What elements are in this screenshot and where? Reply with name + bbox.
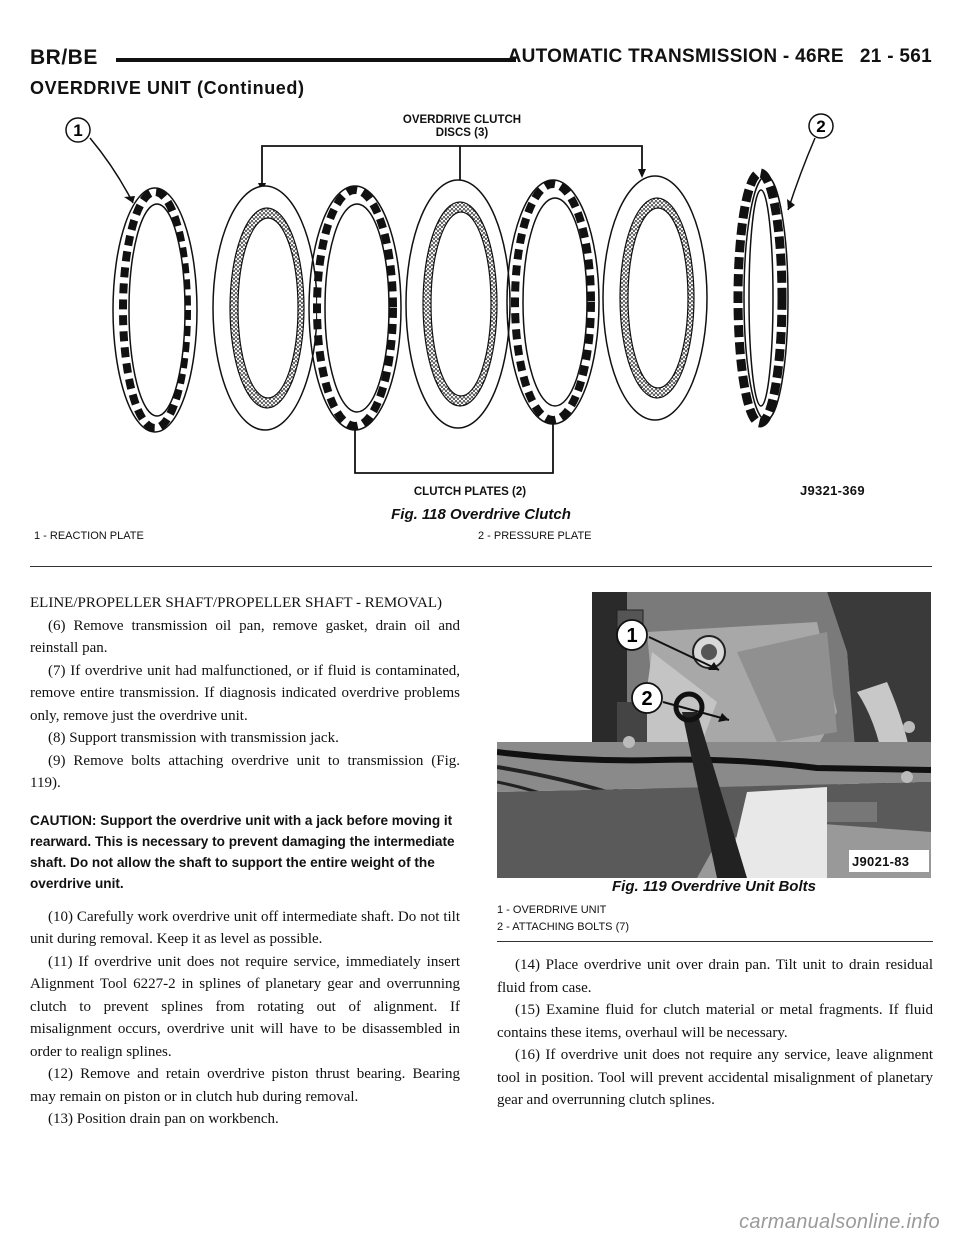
header-rule <box>116 58 516 62</box>
section-divider <box>30 566 932 567</box>
clutch-disc-ring-2 <box>406 180 510 428</box>
step-8: (8) Support transmission with transmission jack. <box>48 730 339 746</box>
step-7: (7) If overdrive unit had malfunctioned, or if fluid is contaminated, remove entire transmission. If diagnosis indicated overdrive problems only, remove just the overdrive unit. <box>30 662 460 724</box>
marker-1: 1 <box>73 121 83 140</box>
legend-overdrive-unit: 1 - OVERDRIVE UNIT <box>497 904 607 916</box>
marker-1: 1 <box>626 625 638 647</box>
section-title: OVERDRIVE UNIT (Continued) <box>30 78 305 98</box>
reaction-plate-ring <box>113 188 197 432</box>
clutch-plate-ring-2 <box>507 180 599 424</box>
step-9: (9) Remove bolts attaching overdrive unit to transmission (Fig. 119). <box>30 752 460 791</box>
page-number: 21 - 561 <box>859 46 932 67</box>
footer-watermark: carmanualsonline.info <box>739 1211 940 1233</box>
step-6: (6) Remove transmission oil pan, remove gasket, drain oil and reinstall pan. <box>30 617 460 656</box>
clutch-illustration <box>30 108 932 508</box>
marker-2: 2 <box>816 117 826 136</box>
figure-119-divider <box>497 941 933 942</box>
step-14: (14) Place overdrive unit over drain pan. Tilt unit to drain residual fluid from case. <box>497 957 933 996</box>
step-16: (16) If overdrive unit does not require any service, leave alignment tool in position. Tool will prevent accidental misalignment of planetary gear and overrunning clutch splines. <box>497 1047 933 1108</box>
marker-2: 2 <box>641 688 653 710</box>
step-10: (10) Carefully work overdrive unit off intermediate shaft. Do not tilt unit during removal. Keep it as level as possible. <box>30 908 460 947</box>
figure-119-caption: Fig. 119 Overdrive Unit Bolts <box>612 878 816 895</box>
legend-attaching-bolts: 2 - ATTACHING BOLTS (7) <box>497 921 630 933</box>
header-chapter: AUTOMATIC TRANSMISSION - 46RE <box>507 46 844 67</box>
step-12: (12) Remove and retain overdrive piston thrust bearing. Bearing may remain on piston or in clutch hub during removal. <box>30 1066 460 1105</box>
step-15: (15) Examine fluid for clutch material or metal fragments. If fluid contains these items, overhaul will be necessary. <box>497 1002 933 1041</box>
header-model: BR/BE <box>30 46 98 69</box>
step-13: (13) Position drain pan on workbench. <box>48 1111 279 1127</box>
callout-clutch-plates: CLUTCH PLATES (2) <box>413 486 527 498</box>
clutch-disc-ring-3 <box>603 176 707 420</box>
header-title <box>508 46 932 68</box>
paragraph-continued: ELINE/PROPELLER SHAFT/PROPELLER SHAFT - REMOVAL) <box>30 595 442 611</box>
page-header <box>30 40 932 74</box>
callout-overdrive-clutch-discs: OVERDRIVE CLUTCH DISCS (3) <box>402 114 522 139</box>
right-column <box>497 954 933 1112</box>
legend-pressure-plate: 2 - PRESSURE PLATE <box>478 530 592 542</box>
figure-119-code: J9021-83 <box>852 854 910 869</box>
left-column <box>30 592 460 1131</box>
figure-overdrive-clutch <box>30 108 932 508</box>
overdrive-bolts-photo <box>497 592 931 878</box>
clutch-plate-ring-1 <box>309 186 401 430</box>
pressure-plate-ring <box>738 173 788 423</box>
figure-code: J9321-369 <box>800 483 865 498</box>
figure-118-caption: Fig. 118 Overdrive Clutch <box>391 506 571 523</box>
clutch-disc-ring-1 <box>213 186 317 430</box>
legend-reaction-plate: 1 - REACTION PLATE <box>34 530 144 542</box>
step-11: (11) If overdrive unit does not require service, immediately insert Alignment Tool 6227-2 in splines of planetary gear and overrunning clutch to prevent splines from rotating out of alignment. If misalignment occurs, overdrive unit will have to be disassembled in order to realign splines. <box>30 953 460 1060</box>
figure-overdrive-unit-bolts <box>497 592 931 878</box>
caution-note: CAUTION: Support the overdrive unit with a jack before moving it rearward. This is necessary to prevent damaging the intermediate shaft. Do not allow the shaft to support the entire weight of the overdrive unit. <box>30 812 455 891</box>
